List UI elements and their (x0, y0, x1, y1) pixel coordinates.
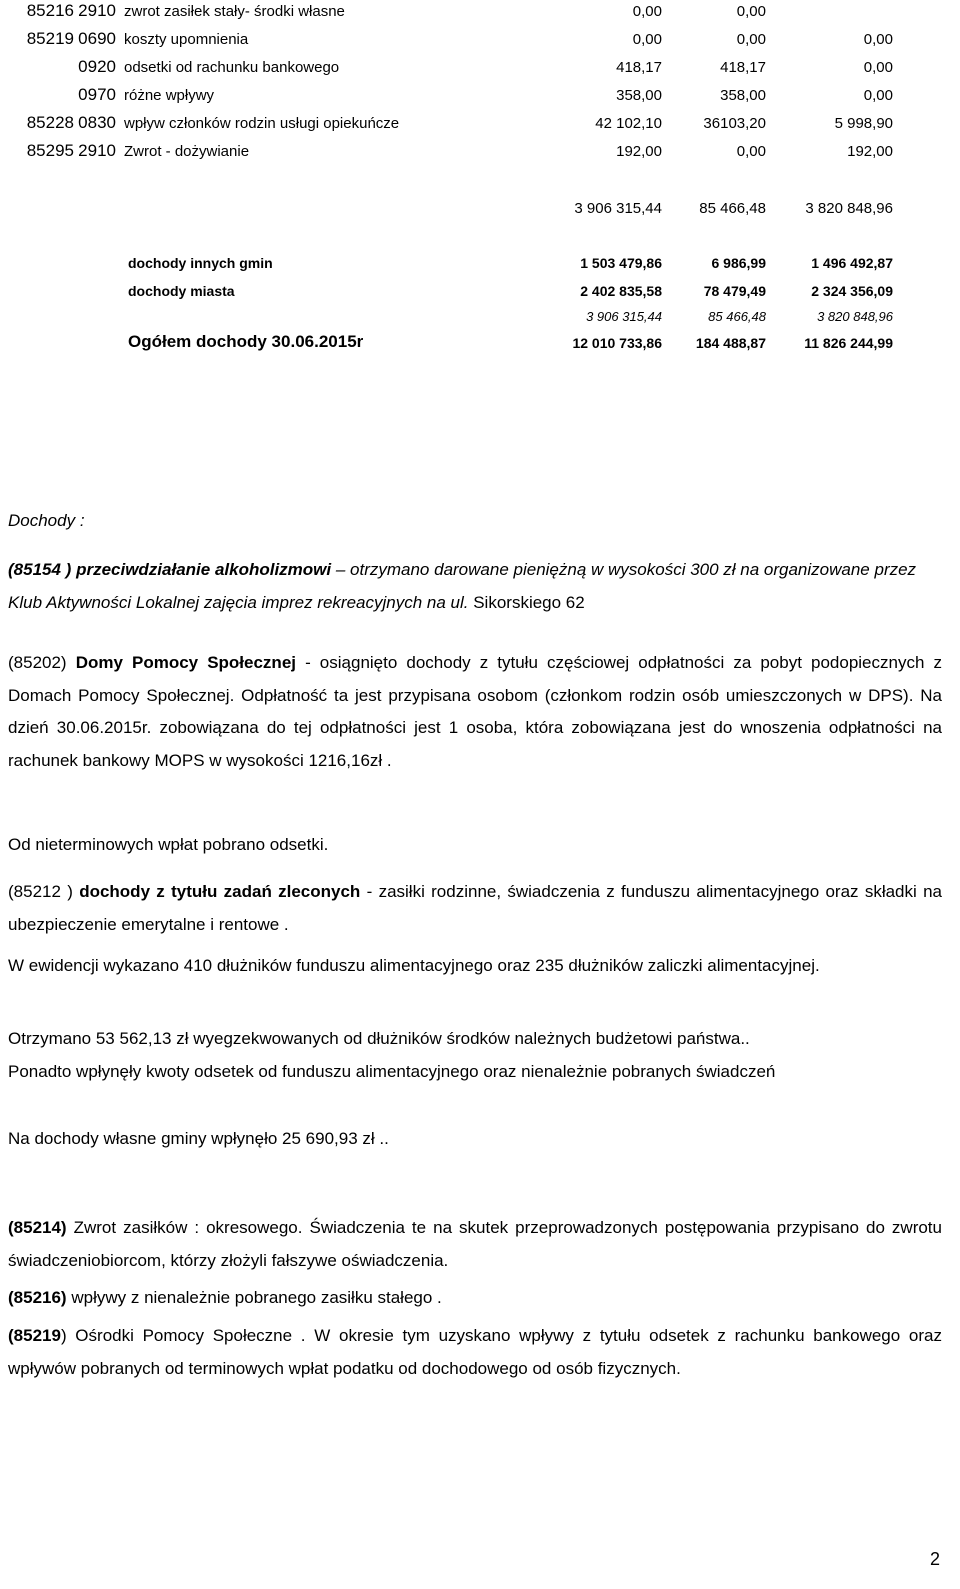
value-remaining: 0,00 (863, 31, 893, 48)
paragraph-85216 (8, 1282, 942, 1315)
section-heading: Dochody : (8, 511, 85, 530)
total-row (0, 332, 960, 354)
paragraph-ponadto: Ponadto wpłynęły kwoty odsetek od funduszu alimentacyjnego oraz nienależnie pobranych świadczeń (8, 1062, 776, 1081)
title-85202: Domy Pomocy Społecznej (75, 653, 296, 672)
code-85212: (85212 ) (8, 882, 73, 901)
subtotal-remaining: 3 820 848,96 (805, 200, 893, 217)
total-remaining: 11 826 244,99 (804, 335, 893, 351)
value-remaining: 192,00 (847, 143, 893, 160)
city-row (0, 280, 960, 302)
paragraph-85219 (8, 1320, 942, 1385)
value-executed: 418,17 (720, 59, 766, 76)
paragraph-85202 (8, 647, 942, 777)
paragraph-code: 0690 (78, 29, 116, 48)
total-label: Ogółem dochody 30.06.2015r (128, 332, 364, 351)
value-planned: 0,00 (632, 31, 662, 48)
city-label: dochody miasta (128, 283, 235, 299)
table-row (0, 140, 960, 162)
value-remaining: 0,00 (863, 59, 893, 76)
other-gmin-executed: 6 986,99 (711, 255, 766, 271)
repeat-executed: 85 466,48 (708, 309, 766, 324)
title-85154: przeciwdziałanie alkoholizmowi (76, 560, 332, 579)
row-name: wpływ członków rodzin usługi opiekuńcze (124, 115, 400, 132)
paragraph-code: 0830 (78, 113, 116, 132)
row-name: Zwrot - dożywianie (124, 143, 250, 160)
paragraph-85214 (8, 1212, 942, 1277)
body-85202: - osiągnięto dochody z tytułu częściowej odpłatności za pobyt podopiecznych z Domach Pomocy Społecznej. Odpłatność ta jest przypisana osobom (członkom rodzin osób umieszczonych w DPS). Na dzień 30.06.2015r. zobowiązana do tej odpłatności jest 1 osoba, która zobowiązana jest do wnoszenia odpłatności na rachunek bankowy MOPS w wysokości 1216,16zł . (8, 653, 942, 770)
paragraph-85212 (8, 876, 942, 941)
value-executed: 0,00 (736, 31, 766, 48)
body-85212: - zasiłki rodzinne, świadczenia z funduszu alimentacyjnego oraz składki na ubezpieczenie emerytalne i rentowe . (8, 882, 942, 934)
table-row (0, 84, 960, 106)
section-code: 85219 (26, 29, 74, 48)
paragraph-dochody-wlasne: Na dochody własne gminy wpłynęło 25 690,93 zł .. (8, 1129, 389, 1148)
repeat-row (0, 306, 960, 328)
table-row (0, 0, 960, 22)
city-executed: 78 479,49 (703, 283, 766, 299)
repeat-remaining: 3 820 848,96 (817, 309, 893, 324)
value-executed: 36103,20 (703, 115, 766, 132)
paragraph-otrzymano: Otrzymano 53 562,13 zł wyegzekwowanych od dłużników środków należnych budżetowi państwa.. (8, 1029, 750, 1048)
paragraph-code: 0920 (78, 57, 116, 76)
other-gmin-remaining: 1 496 492,87 (811, 255, 893, 271)
subtotal-planned: 3 906 315,44 (574, 200, 662, 217)
section-code: 85216 (26, 1, 74, 20)
table-row (0, 112, 960, 134)
code-85214: (85214) (8, 1218, 67, 1237)
value-planned: 358,00 (616, 87, 662, 104)
row-name: koszty upomnienia (124, 31, 249, 48)
other-gmin-label: dochody innych gmin (128, 255, 273, 271)
repeat-planned: 3 906 315,44 (586, 309, 662, 324)
code-85154: (85154 ) (8, 560, 72, 579)
row-name: różne wpływy (124, 87, 215, 104)
row-name: zwrot zasiłek stały- środki własne (124, 3, 345, 20)
paragraph-code: 2910 (78, 141, 116, 160)
paragraph-code: 0970 (78, 85, 116, 104)
row-name: odsetki od rachunku bankowego (124, 59, 340, 76)
table-row (0, 28, 960, 50)
value-executed: 0,00 (736, 3, 766, 20)
value-executed: 358,00 (720, 87, 766, 104)
city-remaining: 2 324 356,09 (811, 283, 893, 299)
total-planned: 12 010 733,86 (572, 335, 662, 351)
paragraph-code: 2910 (78, 1, 116, 20)
body-85219: ) Ośrodki Pomocy Społeczne . W okresie tym uzyskano wpływy z tytułu odsetek z rachunku bankowego oraz wpływów pobranych od terminowych wpłat podatku od dochodowego od osób fizycznych. (8, 1326, 942, 1378)
subtotal-executed: 85 466,48 (699, 200, 766, 217)
total-executed: 184 488,87 (695, 335, 766, 351)
body-85214: Zwrot zasiłków : okresowego. Świadczenia te na skutek przeprowadzonych postępowania przypisano do zwrotu świadczeniobiorcom, którzy złożyli fałszywe oświadczenia. (8, 1218, 942, 1270)
value-planned: 418,17 (616, 59, 662, 76)
paragraph-ewidencja: W ewidencji wykazano 410 dłużników funduszu alimentacyjnego oraz 235 dłużników zaliczki alimentacyjnej. (8, 956, 820, 975)
other-gmin-row (0, 252, 960, 274)
other-gmin-planned: 1 503 479,86 (580, 255, 662, 271)
paragraph-85154 (8, 554, 942, 619)
page-number: 2 (929, 1549, 940, 1569)
value-planned: 42 102,10 (595, 115, 662, 132)
value-remaining: 0,00 (863, 87, 893, 104)
code-85216: (85216) (8, 1288, 67, 1307)
tail-85154: Sikorskiego 62 (468, 592, 585, 612)
section-code: 85228 (26, 113, 74, 132)
subtotal-row (0, 197, 960, 219)
code-85219: (85219 (8, 1326, 61, 1345)
value-remaining: 5 998,90 (834, 115, 893, 132)
city-planned: 2 402 835,58 (580, 283, 662, 299)
paragraph-odsetki: Od nieterminowych wpłat pobrano odsetki. (8, 835, 329, 854)
code-85202: (85202) (8, 653, 67, 672)
title-85212: dochody z tytułu zadań zleconych (79, 882, 361, 901)
body-85216: wpływy z nienależnie pobranego zasiłku stałego . (66, 1288, 442, 1307)
value-planned: 0,00 (632, 3, 662, 20)
table-row (0, 56, 960, 78)
value-planned: 192,00 (616, 143, 662, 160)
value-executed: 0,00 (736, 143, 766, 160)
body-85154: – otrzymano darowane pieniężną w wysokości 300 zł na organizowane przez Klub Aktywności Lokalnej zajęcia imprez rekreacyjnych na ul. (8, 560, 917, 612)
section-code: 85295 (26, 141, 74, 160)
